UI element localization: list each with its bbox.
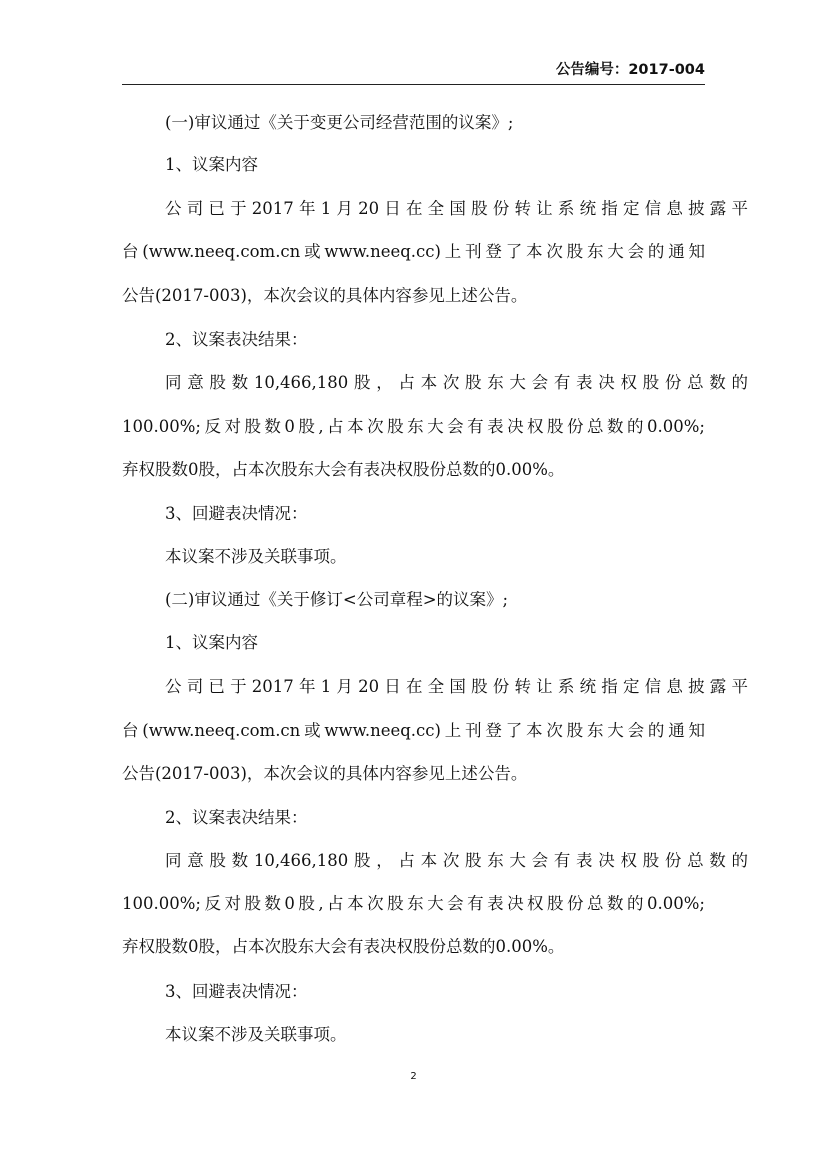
avoid-heading: 3、回避表决情况： bbox=[165, 982, 308, 1001]
avoid-text: 本议案不涉及关联事项。 bbox=[165, 547, 347, 566]
avoid-text: 本议案不涉及关联事项。 bbox=[165, 1025, 347, 1044]
content-line: 公告(2017-003)，本次会议的具体内容参见上述公告。 bbox=[122, 764, 528, 783]
content-line: 台(www.neeq.com.cn或www.neeq.cc)上刊登了本次股东大会的通知 bbox=[122, 242, 705, 261]
result-heading: 2、议案表决结果： bbox=[165, 330, 308, 349]
result-line: 同意股数10,466,180股，占本次股东大会有表决权股份总数的 bbox=[165, 851, 748, 870]
notice-number: 公告编号：2017-004 bbox=[555, 62, 705, 78]
content-heading: 1、议案内容 bbox=[165, 633, 258, 652]
section-title: (二)审议通过《关于修订<公司章程>的议案》; bbox=[165, 590, 509, 609]
content-heading: 1、议案内容 bbox=[165, 155, 258, 174]
result-line: 100.00%;反对股数0股,占本次股东大会有表决权股份总数的0.00%; bbox=[122, 894, 705, 913]
result-line: 100.00%;反对股数0股,占本次股东大会有表决权股份总数的0.00%; bbox=[122, 417, 705, 436]
result-line: 弃权股数0股，占本次股东大会有表决权股份总数的0.00%。 bbox=[122, 460, 565, 479]
result-line: 同意股数10,466,180股，占本次股东大会有表决权股份总数的 bbox=[165, 373, 748, 392]
page-number: 2 bbox=[410, 1071, 417, 1082]
section-title: (一)审议通过《关于变更公司经营范围的议案》; bbox=[165, 113, 514, 132]
result-line: 弃权股数0股，占本次股东大会有表决权股份总数的0.00%。 bbox=[122, 937, 565, 956]
content-line: 台(www.neeq.com.cn或www.neeq.cc)上刊登了本次股东大会的通知 bbox=[122, 721, 705, 740]
content-line: 公告(2017-003)，本次会议的具体内容参见上述公告。 bbox=[122, 286, 528, 305]
result-heading: 2、议案表决结果： bbox=[165, 808, 308, 827]
avoid-heading: 3、回避表决情况： bbox=[165, 504, 308, 523]
content-line: 公司已于2017年1月20日在全国股份转让系统指定信息披露平 bbox=[165, 199, 748, 218]
content-line: 公司已于2017年1月20日在全国股份转让系统指定信息披露平 bbox=[165, 677, 748, 696]
header-rule bbox=[122, 84, 705, 85]
